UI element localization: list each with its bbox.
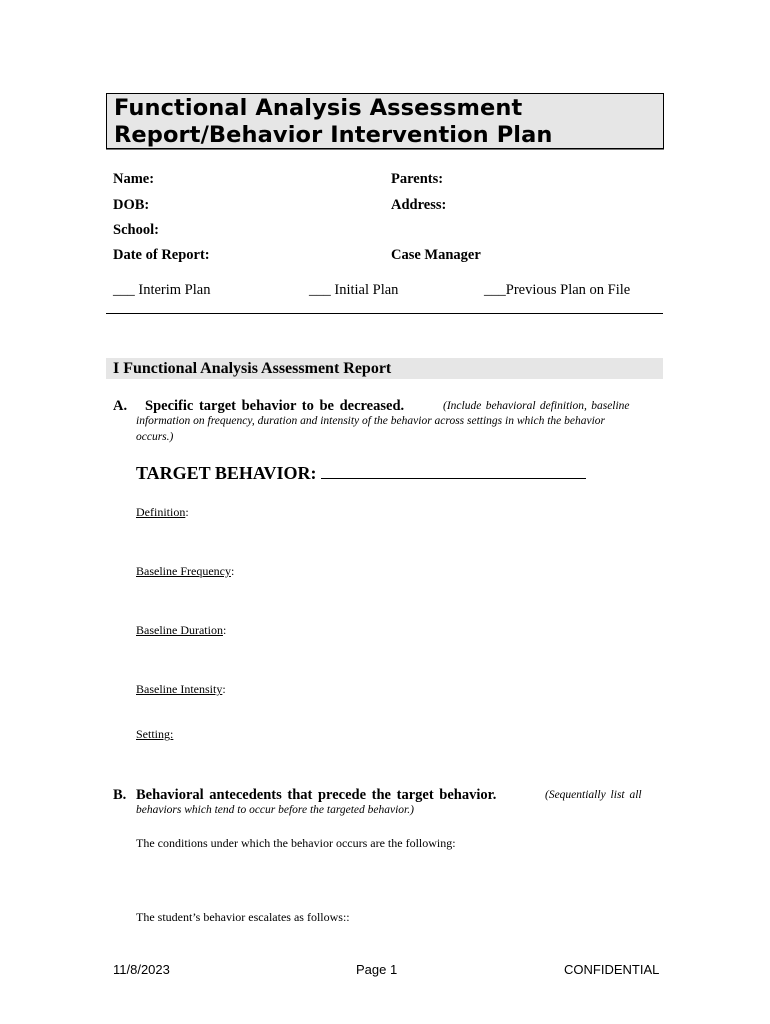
item-a-note-line-2: information on frequency, duration and intensity of the behavior across settings in which the behavior <box>136 415 606 427</box>
item-a-note-line-1: (Include behavioral definition, baseline <box>443 400 630 412</box>
address-field-label: Address: <box>391 197 447 213</box>
school-field-label: School: <box>113 222 159 238</box>
target-behavior-blank <box>321 462 586 479</box>
item-a-heading: Specific target behavior to be decreased. <box>145 398 405 414</box>
baseline-frequency-label: Baseline Frequency: <box>136 564 235 578</box>
item-a-note-line-3: occurs.) <box>136 431 174 443</box>
item-b-note-line-1: (Sequentially list all <box>545 789 642 801</box>
footer-date: 11/8/2023 <box>113 962 170 977</box>
item-a-marker: A. <box>113 398 128 414</box>
header-divider <box>106 313 663 314</box>
escalation-statement: The student’s behavior escalates as follows:: <box>136 910 350 924</box>
document-title-box <box>106 93 664 149</box>
item-b-heading: Behavioral antecedents that precede the target behavior. <box>136 787 497 803</box>
document-title-line-1: Functional Analysis Assessment <box>114 95 523 121</box>
section-1-heading-bar <box>106 358 663 379</box>
conditions-statement: The conditions under which the behavior occurs are the following: <box>136 836 456 850</box>
item-b-marker: B. <box>113 787 127 803</box>
interim-plan-option: ___ Interim Plan <box>113 282 211 298</box>
previous-plan-option: ___Previous Plan on File <box>484 282 631 298</box>
target-behavior-line <box>136 462 586 484</box>
setting-label: Setting: <box>136 727 174 741</box>
dob-field-label: DOB: <box>113 197 150 213</box>
footer-confidential: CONFIDENTIAL <box>564 962 660 977</box>
baseline-duration-label: Baseline Duration: <box>136 623 227 637</box>
footer-page-number: Page 1 <box>356 962 398 977</box>
case-manager-field-label: Case Manager <box>391 247 481 263</box>
parents-field-label: Parents: <box>391 171 444 187</box>
target-behavior-label: TARGET BEHAVIOR: <box>136 463 317 483</box>
item-b-note-line-2: behaviors which tend to occur before the targeted behavior.) <box>136 804 414 816</box>
name-field-label: Name: <box>113 171 155 187</box>
initial-plan-option: ___ Initial Plan <box>309 282 399 298</box>
date-of-report-field-label: Date of Report: <box>113 247 210 263</box>
definition-label: Definition: <box>136 505 189 519</box>
baseline-intensity-label: Baseline Intensity: <box>136 682 226 696</box>
section-1-heading: I Functional Analysis Assessment Report <box>113 360 392 377</box>
document-title-line-2: Report/Behavior Intervention Plan <box>114 122 553 148</box>
